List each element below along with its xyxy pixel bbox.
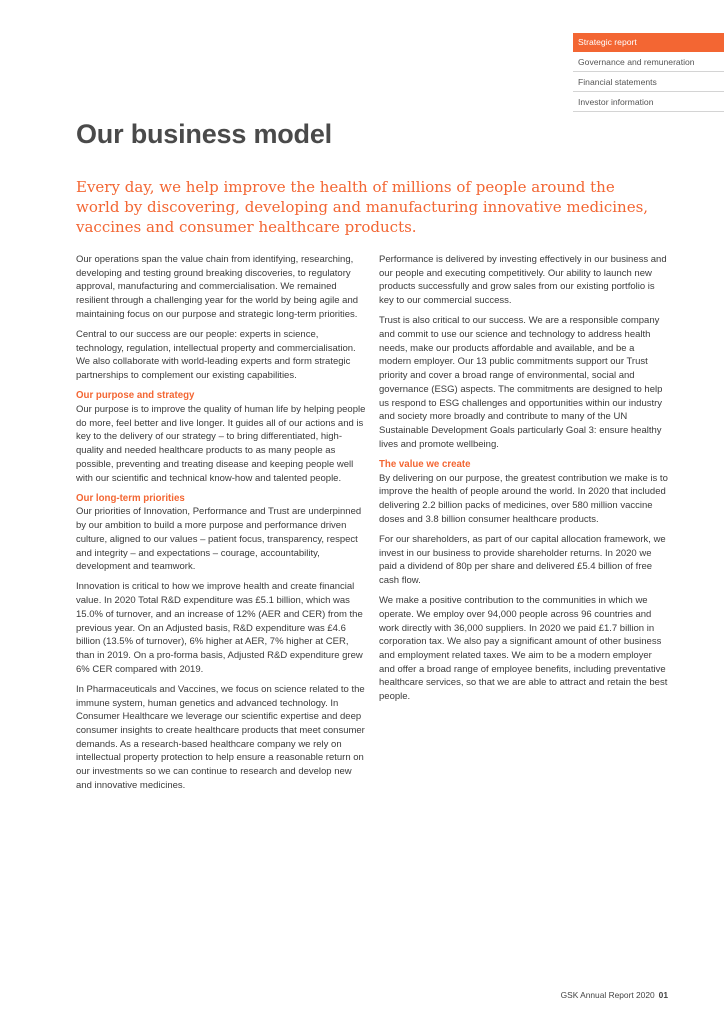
lead-statement: Every day, we help improve the health of millions of people around the world by discovering, developing and manufacturing innovative medicines, vaccines and consumer healthcare products. (76, 178, 649, 236)
page-title: Our business model (76, 119, 332, 149)
section-nav (573, 33, 724, 113)
nav-item-financial-statements[interactable]: Financial statements (573, 73, 724, 92)
body-paragraph: Our purpose is to improve the quality of human life by helping people do more, feel better and live longer. It guides all of our actions and is key to the delivery of our strategy – to bring differentiated, high-quality and needed healthcare products to as many people as possible, preventing and treating disease and keeping people well with our scientific and technical know-how and talented people. (76, 404, 366, 484)
nav-item-strategic-report[interactable]: Strategic report (573, 33, 724, 52)
body-paragraph: We make a positive contribution to the communities in which we operate. We employ over 94,000 people across 96 countries and work directly with 36,000 suppliers. In 2020 we paid £1.7 billion in corporation tax. We also pay a significant amount of other business and employment related taxes. We aim to be a modern employer and offer a broad range of employee benefits, including preventative healthcare services, so that we are able to attract and retain the best people. (379, 595, 668, 703)
page-number: 01 (658, 990, 668, 1000)
body-paragraph: Innovation is critical to how we improve health and create financial value. In 2020 Total R&D expenditure was £5.1 billion, which was 15.0% of turnover, and an increase of 12% (AER and CER) from the previous year. On an Adjusted basis, R&D expenditure was £4.6 billion (13.5% of turnover), 6% higher at AER, 7% higher at CER, than in 2019. On a pro-forma basis, Adjusted R&D expenditure grew 6% CER compared with 2019. (76, 581, 363, 675)
section-heading-long-term-priorities: Our long-term priorities (76, 492, 185, 504)
body-paragraph: By delivering on our purpose, the greatest contribution we make is to improve the health of people around the world. In 2020 that included delivering 2.2 billion packs of medicines, over 580 million vaccine doses and 3.8 billion consumer healthcare products. (379, 472, 668, 525)
body-paragraph: Central to our success are our people: experts in science, technology, regulation, intellectual property and commercialisation. We also collaborate with world-leading experts and form strategic partnerships to complement our existing capabilities. (76, 329, 356, 382)
nav-item-governance-remuneration[interactable]: Governance and remuneration (573, 53, 724, 72)
footer-report-name: GSK Annual Report 2020 (560, 990, 655, 1000)
section-heading-purpose-strategy: Our purpose and strategy (76, 390, 195, 402)
body-paragraph: Our priorities of Innovation, Performance and Trust are underpinned by our ambition to build a more purpose and performance driven culture, aligned to our values – patient focus, transparency, respect and integrity – and expectations – courage, accountability, development and teamwork. (76, 506, 362, 573)
body-paragraph: In Pharmaceuticals and Vaccines, we focus on science related to the immune system, human genetics and advanced technology. In Consumer Healthcare we leverage our scientific expertise and deep consumer insights to create healthcare products that meet consumer demands. As a research-based healthcare company we rely on intellectual property protection to help ensure a reasonable return on our investments so we can continue to research and develop new and innovative medicines. (76, 683, 365, 791)
section-heading-value-we-create: The value we create (379, 458, 471, 470)
right-column (379, 253, 669, 710)
body-paragraph: For our shareholders, as part of our capital allocation framework, we invest in our business to provide shareholder returns. In 2020 we paid a dividend of 80p per share and delivered £5.4 billion of free cash flow. (379, 533, 666, 586)
nav-item-investor-information[interactable]: Investor information (573, 93, 724, 112)
left-column (76, 253, 366, 799)
body-paragraph: Our operations span the value chain from identifying, researching, developing and testing ground breaking discoveries, to regulatory approval, manufacturing and commercialisation. We remained resilient through a challenging year for the world by being agile and maintaining focus on our purpose and strategic long-term priorities. (76, 254, 359, 320)
body-paragraph: Performance is delivered by investing effectively in our business and our people and executing competitively. Our ability to launch new products successfully and grow sales from our existing portfolio is key to our commercial success. (379, 254, 667, 307)
page-footer (561, 990, 668, 1000)
body-paragraph: Trust is also critical to our success. We are a responsible company and commit to use our science and technology to address health needs, make our products affordable and available, and be a modern employer. Our 13 public commitments support our Trust priority and cover a broad range of environmental, social and governance (ESG) aspects. The commitments are designed to help us respond to ESG challenges and opportunities within our industry and society more broadly and contribute to many of the UN Sustainable Development Goals particularly Goal 3: ensure healthy lives and promote wellbeing. (379, 315, 663, 450)
